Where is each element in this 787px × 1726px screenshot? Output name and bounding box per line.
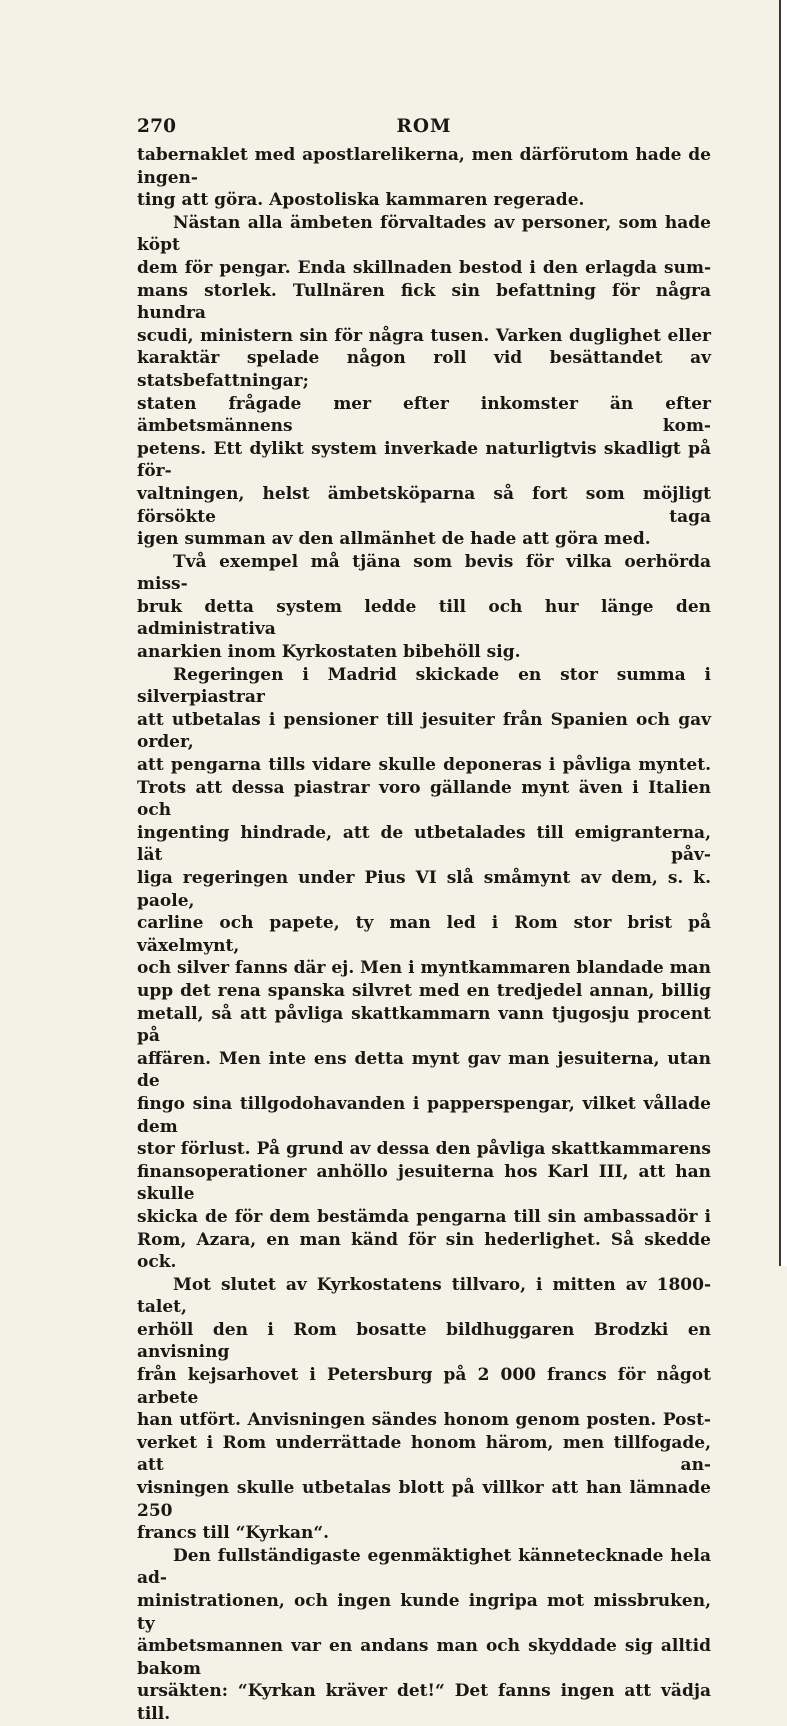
text-line: verket i Rom underrättade honom härom, men tillfogade, att an- [137, 1432, 711, 1476]
text-line: francs till “Kyrkan“. [137, 1523, 330, 1544]
text-line: stor förlust. På grund av dessa den påvliga skattkammarens [137, 1139, 711, 1160]
page-header [137, 116, 711, 142]
text-line: dem för pengar. Enda skillnaden bestod i den erlagda sum- [137, 257, 711, 278]
text-line: tabernaklet med apostlarelikerna, men därförutom hade de ingen- [137, 145, 711, 188]
text-line: bruk detta system ledde till och hur länge den administrativa [137, 596, 711, 640]
page-margin [781, 0, 787, 1266]
text-line: från kejsarhovet i Petersburg på 2 000 francs för något arbete [137, 1365, 711, 1408]
text-line: ämbetsmannen var en andans man och skyddade sig alltid bakom [137, 1636, 711, 1679]
text-line: Regeringen i Madrid skickade en stor summa i silverpiastrar [137, 664, 711, 708]
text-line: Rom, Azara, en man känd för sin hederlighet. Så skedde ock. [137, 1229, 711, 1273]
running-title: ROM [396, 116, 452, 137]
text-line: Två exempel må tjäna som bevis för vilka oerhörda miss- [137, 551, 711, 595]
text-line: erhöll den i Rom bosatte bildhuggaren Brodzki en anvisning [137, 1319, 711, 1363]
paragraph [137, 664, 711, 1274]
text-line: han utfört. Anvisningen sändes honom genom posten. Post- [137, 1410, 711, 1431]
paragraph [137, 1274, 711, 1545]
text-line: karaktär spelade någon roll vid besättandet av statsbefattningar; [137, 348, 711, 391]
text-line: liga regeringen under Pius VI slå småmynt av dem, s. k. paole, [137, 868, 711, 911]
text-line: Den fullständigaste egenmäktighet kännetecknade hela ad- [137, 1545, 711, 1589]
text-line: ingenting hindrade, att de utbetalades till emigranterna, lät påv- [137, 822, 711, 866]
text-line: affären. Men inte ens detta mynt gav man jesuiterna, utan de [137, 1048, 711, 1092]
text-line: ting att göra. Apostoliska kammaren regerade. [137, 190, 585, 211]
text-line: ministrationen, och ingen kunde ingripa mot missbruken, ty [137, 1591, 711, 1634]
text-line: carline och papete, ty man led i Rom stor brist på växelmynt, [137, 913, 711, 956]
text-line: skicka de för dem bestämda pengarna till sin ambassadör i [137, 1206, 711, 1227]
body-text [137, 144, 711, 1726]
text-line: scudi, ministern sin för några tusen. Varken duglighet eller [137, 325, 711, 346]
text-line: igen summan av den allmänhet de hade att göra med. [137, 529, 651, 550]
text-line: upp det rena spanska silvret med en tredjedel annan, billig [137, 980, 711, 1001]
text-line: att pengarna tills vidare skulle deponeras i påvliga myntet. [137, 755, 711, 776]
page-edge-line [779, 0, 781, 1266]
text-line: fingo sina tillgodohavanden i papperspengar, vilket vållade dem [137, 1093, 711, 1137]
text-line: petens. Ett dylikt system inverkade naturligtvis skadligt på för- [137, 438, 711, 482]
paragraph [137, 1545, 711, 1726]
text-line: anarkien inom Kyrkostaten bibehöll sig. [137, 642, 521, 663]
text-line: att utbetalas i pensioner till jesuiter från Spanien och gav order, [137, 709, 711, 753]
text-line: Mot slutet av Kyrkostatens tillvaro, i mitten av 1800-talet, [137, 1274, 711, 1318]
text-line: mans storlek. Tullnären fick sin befattning för några hundra [137, 280, 711, 324]
text-line: Trots att dessa piastrar voro gällande mynt även i Italien och [137, 777, 711, 821]
text-line: finansoperationer anhöllo jesuiterna hos Karl III, att han skulle [137, 1161, 711, 1205]
text-line: och silver fanns där ej. Men i myntkammaren blandade man [137, 958, 711, 979]
paragraph [137, 551, 711, 664]
text-line: Nästan alla ämbeten förvaltades av personer, som hade köpt [137, 212, 711, 256]
text-line: staten frågade mer efter inkomster än efter ämbetsmännens kom- [137, 393, 711, 437]
text-line: metall, så att påvliga skattkammarn vann tjugosju procent på [137, 1003, 711, 1047]
text-line: valtningen, helst ämbetsköparna så fort som möjligt försökte taga [137, 483, 711, 527]
paragraph [137, 144, 711, 212]
text-line: visningen skulle utbetalas blott på villkor att han lämnade 250 [137, 1478, 711, 1521]
page-number: 270 [137, 116, 177, 137]
text-line: ursäkten: “Kyrkan kräver det!“ Det fanns ingen att vädja till. [137, 1681, 711, 1724]
paragraph [137, 212, 711, 551]
